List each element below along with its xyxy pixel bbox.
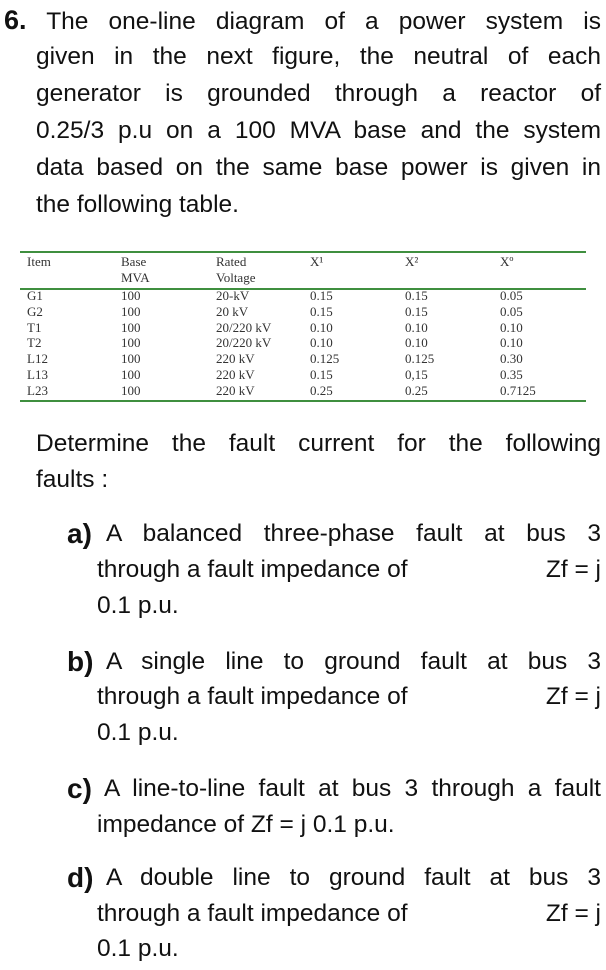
cell-voltage: 220 kV	[216, 351, 255, 367]
question-line-4: 0.25/3 p.u on a 100 MVA base and the system	[36, 117, 601, 144]
cell-x1: 0.15	[310, 288, 333, 303]
part-c-label: c)	[67, 773, 92, 804]
header-item: Item	[27, 254, 51, 269]
cell-item: L23	[27, 382, 48, 398]
part-b-line-1	[67, 644, 601, 682]
question-number: 6.	[4, 5, 27, 35]
header-mva: MVA	[121, 270, 150, 285]
part-b-label: b)	[67, 646, 94, 677]
part-d-zf: Zf = j	[545, 900, 601, 927]
cell-item: T1	[27, 319, 42, 335]
part-a-line-1	[67, 516, 601, 554]
cell-x1: 0.125	[310, 351, 340, 367]
cell-voltage: 20-kV	[216, 288, 250, 303]
part-b-line-3: 0.1 p.u.	[97, 719, 179, 746]
cell-item: L13	[27, 367, 48, 382]
cell-x0: 0.35	[500, 367, 523, 382]
cell-voltage: 220 kV	[216, 367, 255, 382]
cell-x1: 0.25	[310, 382, 333, 398]
header-voltage: Voltage	[216, 270, 256, 285]
header-x2: X²	[405, 254, 419, 269]
cell-x0: 0.05	[500, 303, 523, 319]
cell-x1: 0.15	[310, 367, 333, 382]
cell-voltage: 20/220 kV	[216, 319, 272, 335]
header-x0: Xº	[500, 254, 514, 269]
question-line-1	[4, 2, 601, 40]
question-line-5: data based on the same base power is given in	[36, 154, 601, 181]
cell-x2: 0.15	[405, 288, 428, 303]
header-x1: X¹	[310, 254, 324, 269]
cell-item: L12	[27, 351, 48, 367]
cell-voltage: 20/220 kV	[216, 335, 272, 351]
cell-x1: 0.15	[310, 303, 333, 319]
part-a-line-3: 0.1 p.u.	[97, 592, 179, 619]
cell-mva: 100	[121, 367, 141, 382]
part-d-line-3: 0.1 p.u.	[97, 935, 179, 962]
question-text-1: The one-line diagram of a power system is	[46, 8, 602, 35]
part-d-line-2	[97, 896, 601, 932]
table-top-rule	[20, 251, 586, 253]
cell-x0: 0.10	[500, 335, 523, 351]
system-data-table	[20, 251, 586, 401]
cell-mva: 100	[121, 351, 141, 367]
cell-item: T2	[27, 335, 42, 351]
cell-mva: 100	[121, 319, 141, 335]
part-b-zf: Zf = j	[545, 683, 601, 710]
cell-item: G1	[27, 288, 43, 303]
part-c-line-2: impedance of Zf = j 0.1 p.u.	[97, 811, 395, 838]
part-a-label: a)	[67, 518, 92, 549]
question-line-6: the following table.	[36, 191, 239, 218]
cell-x2: 0.125	[405, 351, 435, 367]
question-line-2: given in the next figure, the neutral of each	[36, 43, 601, 70]
cell-x2: 0.15	[405, 303, 428, 319]
cell-voltage: 20 kV	[216, 303, 249, 319]
cell-x2: 0.10	[405, 335, 428, 351]
cell-mva: 100	[121, 335, 141, 351]
part-c-text-1: A line-to-line fault at bus 3 through a fault	[104, 775, 601, 802]
cell-x1: 0.10	[310, 335, 333, 351]
part-d-line-1	[67, 860, 601, 898]
cell-x2: 0,15	[405, 367, 428, 382]
part-a-text-1: A balanced three-phase fault at bus 3	[106, 520, 601, 547]
cell-x2: 0.10	[405, 319, 428, 335]
part-a-zf: Zf = j	[545, 556, 601, 583]
part-d-text-1: A double line to ground fault at bus 3	[106, 864, 601, 891]
question-line-3: generator is grounded through a reactor of	[36, 80, 601, 107]
part-b-line-2	[97, 679, 601, 715]
header-base: Base	[121, 254, 147, 269]
cell-mva: 100	[121, 303, 141, 319]
cell-x0: 0.10	[500, 319, 523, 335]
part-b-text-1: A single line to ground fault at bus 3	[106, 648, 601, 675]
determine-line-2: faults :	[36, 466, 109, 493]
header-rated: Rated	[216, 254, 247, 269]
part-a-line-2	[97, 552, 601, 588]
part-d-label: d)	[67, 862, 94, 893]
cell-voltage: 220 kV	[216, 382, 255, 398]
part-b-text-2: through a fault impedance of	[97, 683, 408, 710]
cell-x0: 0.05	[500, 288, 523, 303]
part-c-line-1	[67, 771, 601, 809]
cell-x0: 0.30	[500, 351, 523, 367]
cell-x1: 0.10	[310, 319, 333, 335]
cell-item: G2	[27, 303, 43, 319]
cell-x0: 0.7125	[500, 382, 536, 398]
cell-mva: 100	[121, 288, 141, 303]
table-bottom-rule	[20, 400, 586, 402]
part-d-text-2: through a fault impedance of	[97, 900, 408, 927]
part-a-text-2: through a fault impedance of	[97, 556, 408, 583]
determine-line-1: Determine the fault current for the following	[36, 430, 601, 457]
cell-mva: 100	[121, 382, 141, 398]
cell-x2: 0.25	[405, 382, 428, 398]
